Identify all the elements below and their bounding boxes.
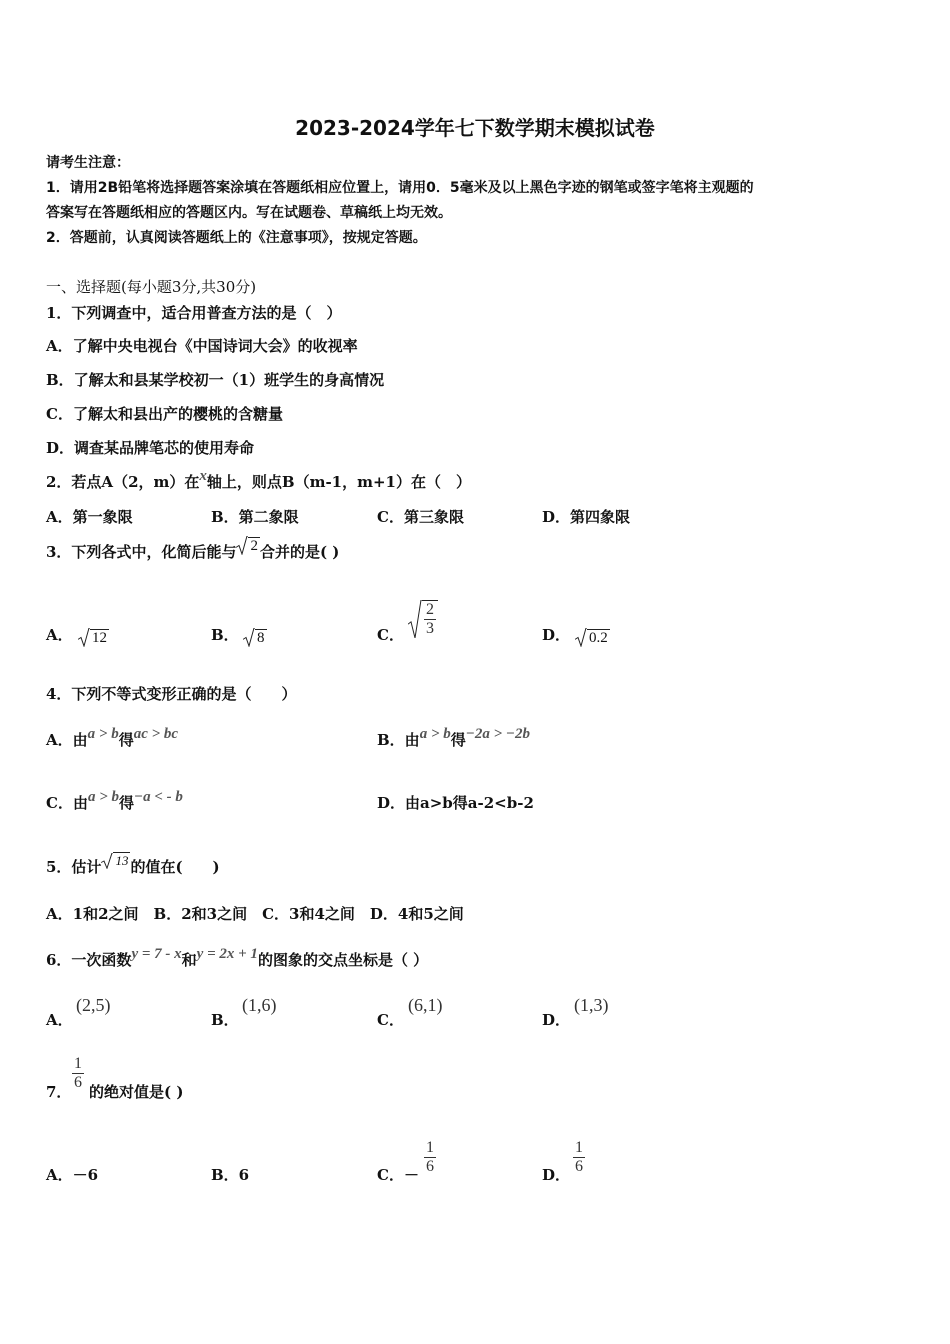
q1-stem: 1．下列调查中，适合用普查方法的是（ ） — [46, 304, 342, 322]
q7-option-a: A．－6 — [46, 1166, 99, 1184]
q3-option-b-sqrt: 8 — [243, 628, 267, 647]
q2-var: x — [199, 468, 207, 484]
q6-stem: 6．一次函数y = 7 - x和y = 2x + 1的图象的交点坐标是（ ） — [46, 946, 429, 969]
q6-option-a-label: A． — [46, 1011, 73, 1029]
q7-stem-post: 的绝对值是( ) — [89, 1083, 184, 1101]
q6-option-b-label: B． — [211, 1011, 239, 1029]
q6-eq-2: y = 2x + 1 — [196, 946, 258, 962]
q3-option-d-sqrt: 0.2 — [575, 628, 610, 647]
q5-sqrt-13: 13 — [101, 853, 130, 869]
q7-fraction: $\frac{1}{6}$ — [74, 1055, 82, 1092]
q2-option-b: B．第二象限 — [211, 508, 299, 526]
q2-option-c: C．第三象限 — [377, 508, 464, 526]
q6-option-b-value: (1,6) — [242, 995, 277, 1015]
q7-option-d-fraction: $\frac{1}{6}$ — [575, 1139, 583, 1176]
q3-stem-post: 合并的是( ) — [259, 543, 340, 561]
q2-stem-pre: 2．若点A（2，m）在 — [46, 473, 200, 491]
q3-option-a-label: A． — [46, 626, 73, 644]
q7-option-c-fraction: $\frac{1}{6}$ — [426, 1139, 434, 1176]
q3-option-d-label: D． — [542, 626, 571, 644]
q3-sqrt-2: 2 — [236, 536, 260, 555]
radical-icon — [236, 536, 248, 555]
q2-stem-post: 轴上，则点B（m-1，m+1）在（ ） — [206, 473, 471, 491]
notice-line-1b: 答案写在答题纸相应的答题区内。写在试题卷、草稿纸上均无效。 — [46, 205, 452, 221]
q1-option-a: A．了解中央电视台《中国诗词大会》的收视率 — [46, 337, 358, 355]
q4-option-a: A．由a > b得ac > bc — [46, 726, 179, 749]
q1-option-b: B．了解太和县某学校初一（1）班学生的身高情况 — [46, 371, 385, 389]
radical-icon — [575, 628, 587, 647]
q4-stem: 4．下列不等式变形正确的是（ ） — [46, 685, 297, 703]
q6-option-d-value: (1,3) — [574, 995, 609, 1015]
q3-option-a-sqrt: 12 — [78, 628, 109, 647]
q6-option-a-value: (2,5) — [76, 995, 111, 1015]
q6-eq-1: y = 7 - x — [131, 946, 182, 962]
radical-icon — [78, 628, 90, 647]
q5-stem: 5．估计 13 的值在( ) — [46, 853, 220, 876]
q4-option-b: B．由a > b得−2a > −2b — [377, 726, 530, 749]
q7-option-b: B．6 — [211, 1166, 250, 1184]
radical-icon — [243, 628, 255, 647]
q3-option-c-label: C． — [377, 626, 404, 644]
q1-option-d: D．调查某品牌笔芯的使用寿命 — [46, 439, 255, 457]
q7-number: 7． — [46, 1083, 72, 1101]
notice-line-1a: 1．请用2B铅笔将选择题答案涂填在答题纸相应位置上，请用0．5毫米及以上黑色字迹的钢笔或签字笔将主观题的 — [46, 180, 754, 196]
q3-stem-pre: 3．下列各式中，化简后能与 — [46, 543, 237, 561]
radical-icon — [101, 853, 113, 869]
q2-option-a: A．第一象限 — [46, 508, 133, 526]
q6-option-c-label: C． — [377, 1011, 404, 1029]
q1-option-c: C．了解太和县出产的樱桃的含糖量 — [46, 405, 283, 423]
radical-icon — [408, 600, 422, 639]
notice-line-2: 2．答题前，认真阅读答题纸上的《注意事项》，按规定答题。 — [46, 230, 427, 246]
notice-heading: 请考生注意： — [46, 155, 130, 171]
q3-option-b-label: B． — [211, 626, 239, 644]
q2-stem — [46, 468, 471, 492]
q7-option-d-label: D． — [542, 1166, 571, 1184]
q5-options: A．1和2之间 B．2和3之间 C．3和4之间 D．4和5之间 — [46, 905, 464, 923]
page-title: 2023-2024学年七下数学期末模拟试卷 — [295, 116, 655, 140]
q7-option-c-label: C．－ — [377, 1166, 419, 1184]
q2-option-d: D．第四象限 — [542, 508, 631, 526]
q4-option-c: C．由a > b得−a < - b — [46, 789, 183, 812]
section-heading: 一、选择题(每小题3分,共30分) — [46, 278, 257, 296]
q3-stem — [46, 538, 340, 562]
q4-option-d: D．由a>b得a-2<b-2 — [377, 794, 534, 812]
q6-option-c-value: (6,1) — [408, 995, 443, 1015]
q6-option-d-label: D． — [542, 1011, 571, 1029]
q3-option-c-sqrt: $\frac{2}{3}$ — [408, 600, 438, 639]
